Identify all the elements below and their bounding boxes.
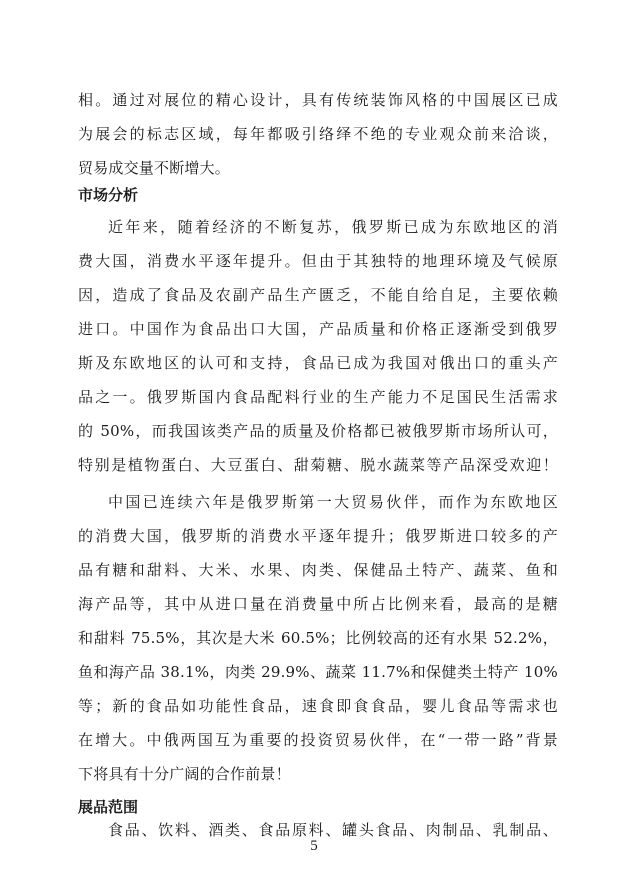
market-p2-line-3: 品有糖和甜料、大米、水果、肉类、保健品土特产、蔬菜、鱼和 xyxy=(78,561,558,579)
market-p2-line-2: 的消费大国，俄罗斯的消费水平逐年提升；俄罗斯进口较多的产 xyxy=(78,527,558,545)
section-heading-exhibits: 展品范围 xyxy=(78,798,139,816)
market-p2-line-6: 鱼和海产品 38.1%，肉类 29.9%、蔬菜 11.7%和保健类土特产 10% xyxy=(78,663,558,681)
market-p2-line-1: 中国已连续六年是俄罗斯第一大贸易伙伴，而作为东欧地区 xyxy=(108,493,558,511)
market-p2-line-8: 在增大。中俄两国互为重要的投资贸易伙伴，在“一带一路”背景 xyxy=(78,731,558,749)
market-p1-line-7: 的 50%，而我国该类产品的质量及价格都已被俄罗斯市场所认可， xyxy=(78,422,558,440)
market-p2-line-5: 和甜料 75.5%，其次是大米 60.5%；比例较高的还有水果 52.2%， xyxy=(78,629,558,647)
market-p2-line-7: 等；新的食品如功能性食品，速食即食食品，婴儿食品等需求也 xyxy=(78,697,558,715)
market-p1-line-1: 近年来，随着经济的不断复苏，俄罗斯已成为东欧地区的消 xyxy=(108,218,558,236)
page-number: 5 xyxy=(310,838,318,854)
market-p1-line-5: 斯及东欧地区的认可和支持，食品已成为我国对俄出口的重头产 xyxy=(78,354,558,372)
exhibits-p1-line-1: 食品、饮料、酒类、食品原料、罐头食品、肉制品、乳制品、 xyxy=(108,821,558,839)
market-p2-line-4: 海产品等，其中从进口量在消费量中所占比例来看，最高的是糖 xyxy=(78,595,558,613)
market-p1-line-2: 费大国，消费水平逐年提升。但由于其独特的地理环境及气候原 xyxy=(78,252,558,270)
market-p1-line-8: 特别是植物蛋白、大豆蛋白、甜菊糖、脱水蔬菜等产品深受欢迎！ xyxy=(78,456,558,474)
market-p1-line-4: 进口。中国作为食品出口大国，产品质量和价格正逐渐受到俄罗 xyxy=(78,320,558,338)
intro-line-1: 相。通过对展位的精心设计，具有传统装饰风格的中国展区已成 xyxy=(78,91,558,109)
section-heading-market: 市场分析 xyxy=(78,186,139,204)
market-p1-line-6: 品之一。俄罗斯国内食品配料行业的生产能力不足国民生活需求 xyxy=(78,388,558,406)
market-p2-line-9: 下将具有十分广阔的合作前景！ xyxy=(78,765,291,783)
intro-line-2: 为展会的标志区域，每年都吸引络绎不绝的专业观众前来洽谈， xyxy=(78,125,558,143)
market-p1-line-3: 因，造成了食品及农副产品生产匮乏，不能自给自足，主要依赖 xyxy=(78,286,558,304)
intro-line-3: 贸易成交量不断增大。 xyxy=(78,159,231,177)
